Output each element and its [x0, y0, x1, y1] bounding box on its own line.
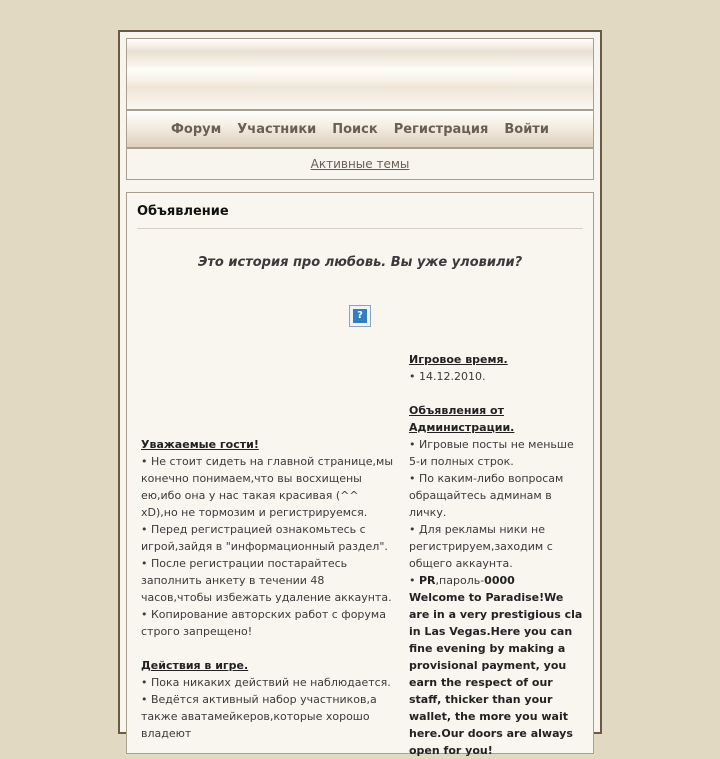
pr-bullet: •	[409, 574, 419, 587]
nav-login[interactable]: Войти	[504, 121, 549, 137]
actions-item-1: • Пока никаких действий не наблюдается.	[141, 676, 391, 689]
nav-forum[interactable]: Форум	[171, 121, 222, 137]
spacer	[141, 640, 397, 657]
subnav-bar	[126, 148, 594, 180]
admin-heading: Объявления от Администрации.	[409, 404, 515, 434]
guests-item-3: • После регистрации постарайтесь заполнить анкету в течении 48 часов,чтобы избежать удаление аккаунта.	[141, 557, 392, 604]
announcement-title: Объявление	[137, 204, 229, 219]
promo-text: Welcome to Paradise!We are in a very prestigious cla in Las Vegas.Here you can fine evening by making a provisional payment, you earn the respect of our staff, thicker than your wallet, the more you wait here.Our doors are always open for you!	[409, 591, 583, 757]
guests-heading: Уважаемые гости!	[141, 438, 259, 451]
pr-password: 0000	[484, 574, 515, 587]
nav-register[interactable]: Регистрация	[393, 121, 489, 137]
active-topics-link[interactable]: Активные темы	[310, 157, 410, 171]
broken-image-icon	[349, 305, 371, 327]
nav-search[interactable]: Поиск	[332, 121, 378, 137]
announcement-left-column	[141, 436, 397, 742]
pr-password-label: ,пароль-	[435, 574, 485, 587]
admin-item-3: • Для рекламы ники не регистрируем,заходим с общего аккаунта.	[409, 523, 553, 570]
spacer	[409, 385, 587, 402]
pr-line	[409, 572, 587, 589]
game-time-value: • 14.12.2010.	[409, 370, 486, 383]
nav-members[interactable]: Участники	[237, 121, 317, 137]
guests-item-4: • Копирование авторских работ с форума строго запрещено!	[141, 608, 386, 638]
announcement-right-column	[409, 351, 587, 759]
announcement-tagline: Это история про любовь. Вы уже уловили?	[197, 255, 523, 270]
game-time-heading: Игровое время.	[409, 353, 508, 366]
image-placeholder-glyph: ?	[353, 309, 367, 323]
guests-item-2: • Перед регистрацией ознакомьтесь с игрой,зайдя в "информационный раздел".	[141, 523, 388, 553]
pr-label: PR	[419, 574, 436, 587]
admin-item-2: • По каким-либо вопросам обращайтесь админам в личку.	[409, 472, 564, 519]
announcement-divider	[137, 228, 583, 229]
page-frame	[118, 30, 602, 757]
header-banner	[126, 38, 594, 110]
admin-item-1: • Игровые посты не меньше 5-и полных строк.	[409, 438, 574, 468]
actions-heading: Действия в игре.	[141, 659, 249, 672]
main-navbar	[126, 110, 594, 148]
actions-item-2: • Ведётся активный набор участников,а также аватамейкеров,которые хорошо владеют	[141, 693, 377, 740]
announcement-panel	[126, 192, 594, 757]
guests-item-1: • Не стоит сидеть на главной странице,мы конечно понимаем,что вы восхищены ею,ибо она у нас такая красивая (^^ xD),но не тормозим и регистрируемся.	[141, 455, 394, 519]
